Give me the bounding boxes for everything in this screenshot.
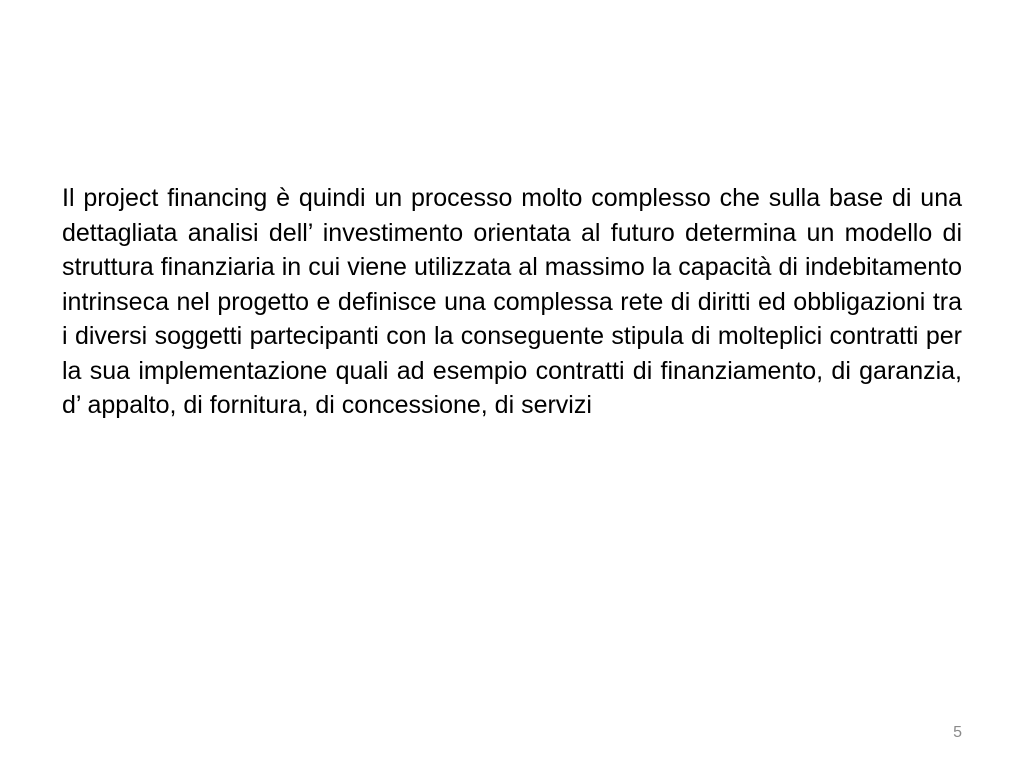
slide-body-text: Il project financing è quindi un processo molto complesso che sulla base di una dettagliata analisi dell’ investimento orientata al futuro determina un modello di struttura finanziaria in cui viene utilizzata al massimo la capacità di indebitamento intrinseca nel progetto e definisce una complessa rete di diritti ed obbligazioni tra i diversi soggetti partecipanti con la conseguente stipula di molteplici contratti per la sua implementazione quali ad esempio contratti di finanziamento, di garanzia, d’ appalto, di fornitura, di concessione, di servizi (62, 184, 962, 419)
page-number: 5 (953, 724, 962, 741)
